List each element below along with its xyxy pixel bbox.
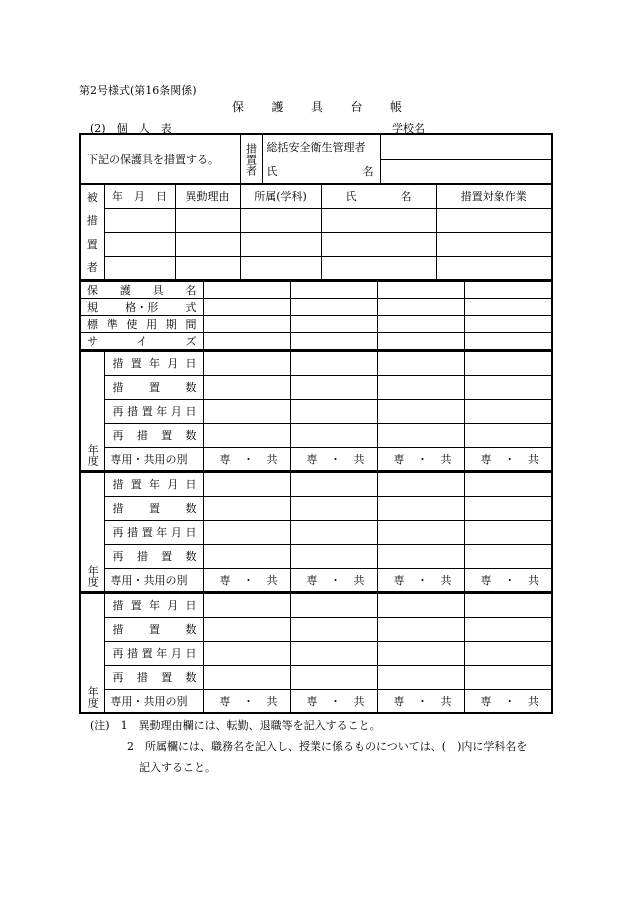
equipment-value[interactable] xyxy=(203,281,290,299)
year-row-label: 再 措 置 年 月 日 xyxy=(104,399,203,423)
measure-label-cell: 措置者 xyxy=(240,134,262,184)
year-value-cell[interactable] xyxy=(464,399,552,423)
year-value-cell[interactable] xyxy=(203,399,290,423)
person-side-label: 被 措 置 者 xyxy=(80,184,104,280)
year-value-cell[interactable] xyxy=(290,641,377,665)
year-row-label: 再 措 置 数 xyxy=(104,544,203,568)
manager-title-value[interactable] xyxy=(380,134,552,159)
person-header-4: 措置対象作業 xyxy=(436,184,552,208)
equipment-value[interactable] xyxy=(290,299,377,316)
exclusive-shared-choice[interactable]: 専 ・ 共 xyxy=(203,689,290,713)
year-value-cell[interactable] xyxy=(203,520,290,544)
equipment-value[interactable] xyxy=(464,316,552,333)
year-value-cell[interactable] xyxy=(464,617,552,641)
year-value-cell[interactable] xyxy=(203,544,290,568)
title-char: 帳 xyxy=(389,100,402,114)
person-cell[interactable] xyxy=(436,208,552,232)
title-char: 護 xyxy=(271,100,284,114)
year-value-cell[interactable] xyxy=(377,496,464,520)
year-value-cell[interactable] xyxy=(464,496,552,520)
person-cell[interactable] xyxy=(436,256,552,280)
exclusive-shared-choice[interactable]: 専 ・ 共 xyxy=(464,568,552,592)
year-row-label: 措 置 年 月 日 xyxy=(104,351,203,375)
exclusive-shared-choice[interactable]: 専 ・ 共 xyxy=(290,568,377,592)
year-value-cell[interactable] xyxy=(290,399,377,423)
year-value-cell[interactable] xyxy=(203,665,290,689)
equipment-value[interactable] xyxy=(464,333,552,351)
year-value-cell[interactable] xyxy=(290,375,377,399)
person-header-0: 年 月 日 xyxy=(104,184,175,208)
person-cell[interactable] xyxy=(175,208,240,232)
equipment-value[interactable] xyxy=(464,281,552,299)
year-value-cell[interactable] xyxy=(203,423,290,447)
note-1: (注) 1 異動理由欄には、転勤、退職等を記入すること。 xyxy=(90,719,381,732)
equipment-label: サ イ ズ xyxy=(80,333,203,351)
person-cell[interactable] xyxy=(175,256,240,280)
year-value-cell[interactable] xyxy=(377,520,464,544)
person-cell[interactable] xyxy=(321,232,436,256)
year-value-cell[interactable] xyxy=(203,617,290,641)
fiscal-year-label[interactable]: 年度 xyxy=(80,472,104,592)
person-cell[interactable] xyxy=(104,208,175,232)
year-value-cell[interactable] xyxy=(377,472,464,496)
exclusive-shared-choice[interactable]: 専 ・ 共 xyxy=(464,689,552,713)
year-row-label: 措 置 数 xyxy=(104,496,203,520)
person-header-3: 氏 名 xyxy=(321,184,436,208)
year-row-label: 措 置 年 月 日 xyxy=(104,472,203,496)
manager-label: 総括安全衛生管理者 xyxy=(262,134,380,159)
equipment-value[interactable] xyxy=(203,333,290,351)
person-cell[interactable] xyxy=(104,232,175,256)
year-value-cell[interactable] xyxy=(290,351,377,375)
measure-header-table xyxy=(79,133,553,185)
year-value-cell[interactable] xyxy=(290,544,377,568)
notes xyxy=(90,715,527,778)
person-table xyxy=(79,183,553,281)
exclusive-shared-choice[interactable]: 専 ・ 共 xyxy=(377,689,464,713)
equipment-value[interactable] xyxy=(464,299,552,316)
manager-name-label: 氏 名 xyxy=(262,159,380,184)
year-value-cell[interactable] xyxy=(464,423,552,447)
year-row-label: 専用・共用の別 xyxy=(104,568,203,592)
person-cell[interactable] xyxy=(321,208,436,232)
equipment-value[interactable] xyxy=(377,299,464,316)
fiscal-year-label[interactable]: 年度 xyxy=(80,351,104,471)
equipment-value[interactable] xyxy=(203,316,290,333)
year-value-cell[interactable] xyxy=(290,665,377,689)
exclusive-shared-choice[interactable]: 専 ・ 共 xyxy=(464,447,552,471)
person-cell[interactable] xyxy=(436,232,552,256)
equipment-value[interactable] xyxy=(377,316,464,333)
year-value-cell[interactable] xyxy=(377,423,464,447)
year-row-label: 再 措 置 年 月 日 xyxy=(104,641,203,665)
person-cell[interactable] xyxy=(240,232,321,256)
year-value-cell[interactable] xyxy=(203,472,290,496)
equipment-value[interactable] xyxy=(290,316,377,333)
statement-cell: 下記の保護具を措置する。 xyxy=(80,134,240,184)
year-row-label: 措 置 数 xyxy=(104,617,203,641)
equipment-value[interactable] xyxy=(377,333,464,351)
year-value-cell[interactable] xyxy=(464,351,552,375)
year-value-cell[interactable] xyxy=(203,351,290,375)
year-value-cell[interactable] xyxy=(377,617,464,641)
year-value-cell[interactable] xyxy=(203,375,290,399)
year-row-label: 再 措 置 数 xyxy=(104,423,203,447)
year-value-cell[interactable] xyxy=(377,593,464,617)
year-block-table xyxy=(79,592,553,714)
equipment-label: 保 護 具 名 xyxy=(80,281,203,299)
year-row-label: 措 置 数 xyxy=(104,375,203,399)
year-value-cell[interactable] xyxy=(290,472,377,496)
exclusive-shared-choice[interactable]: 専 ・ 共 xyxy=(290,689,377,713)
year-block-table xyxy=(79,471,553,593)
person-header-1: 異動理由 xyxy=(175,184,240,208)
equipment-label: 規 格・形 式 xyxy=(80,299,203,316)
year-value-cell[interactable] xyxy=(377,375,464,399)
manager-name-value[interactable] xyxy=(380,159,552,184)
exclusive-shared-choice[interactable]: 専 ・ 共 xyxy=(290,447,377,471)
equipment-table xyxy=(79,280,553,351)
year-value-cell[interactable] xyxy=(203,593,290,617)
year-value-cell[interactable] xyxy=(377,544,464,568)
year-value-cell[interactable] xyxy=(203,641,290,665)
year-value-cell[interactable] xyxy=(377,351,464,375)
year-value-cell[interactable] xyxy=(377,399,464,423)
title-char: 具 xyxy=(310,100,323,114)
person-cell[interactable] xyxy=(240,256,321,280)
note-2: 2 所属欄には、職務名を記入し、授業に係るものについては、( )内に学科名を xyxy=(127,740,528,753)
year-value-cell[interactable] xyxy=(290,617,377,641)
year-value-cell[interactable] xyxy=(290,593,377,617)
fiscal-year-label[interactable]: 年度 xyxy=(80,593,104,713)
year-value-cell[interactable] xyxy=(464,593,552,617)
year-value-cell[interactable] xyxy=(464,472,552,496)
year-block-table xyxy=(79,350,553,472)
exclusive-shared-choice[interactable]: 専 ・ 共 xyxy=(203,447,290,471)
school-name-field[interactable] xyxy=(392,120,545,134)
year-value-cell[interactable] xyxy=(464,665,552,689)
document-title xyxy=(232,98,402,115)
year-value-cell[interactable] xyxy=(290,423,377,447)
year-row-label: 再 措 置 数 xyxy=(104,665,203,689)
person-header-2: 所属(学科) xyxy=(240,184,321,208)
year-value-cell[interactable] xyxy=(464,375,552,399)
year-value-cell[interactable] xyxy=(377,665,464,689)
equipment-value[interactable] xyxy=(290,333,377,351)
note-2-cont: 記入すること。 xyxy=(139,761,216,774)
year-value-cell[interactable] xyxy=(203,496,290,520)
person-cell[interactable] xyxy=(321,256,436,280)
year-value-cell[interactable] xyxy=(290,520,377,544)
equipment-label: 標 準 使 用 期 間 xyxy=(80,316,203,333)
person-cell[interactable] xyxy=(104,256,175,280)
subtitle: (2) 個 人 表 xyxy=(90,122,172,135)
year-row-label: 専用・共用の別 xyxy=(104,689,203,713)
exclusive-shared-choice[interactable]: 専 ・ 共 xyxy=(377,568,464,592)
year-row-label: 専用・共用の別 xyxy=(104,447,203,471)
exclusive-shared-choice[interactable]: 専 ・ 共 xyxy=(377,447,464,471)
equipment-value[interactable] xyxy=(290,281,377,299)
form-number: 第2号様式(第16条関係) xyxy=(79,84,197,97)
year-value-cell[interactable] xyxy=(464,520,552,544)
year-row-label: 再 措 置 年 月 日 xyxy=(104,520,203,544)
year-row-label: 措 置 年 月 日 xyxy=(104,593,203,617)
year-value-cell[interactable] xyxy=(464,641,552,665)
year-value-cell[interactable] xyxy=(290,496,377,520)
person-cell[interactable] xyxy=(240,208,321,232)
year-value-cell[interactable] xyxy=(464,544,552,568)
person-cell[interactable] xyxy=(175,232,240,256)
title-char: 台 xyxy=(350,100,363,114)
title-char: 保 xyxy=(232,100,245,114)
year-value-cell[interactable] xyxy=(377,641,464,665)
equipment-value[interactable] xyxy=(203,299,290,316)
equipment-value[interactable] xyxy=(377,281,464,299)
school-label: 学校名 xyxy=(392,122,425,135)
exclusive-shared-choice[interactable]: 専 ・ 共 xyxy=(203,568,290,592)
